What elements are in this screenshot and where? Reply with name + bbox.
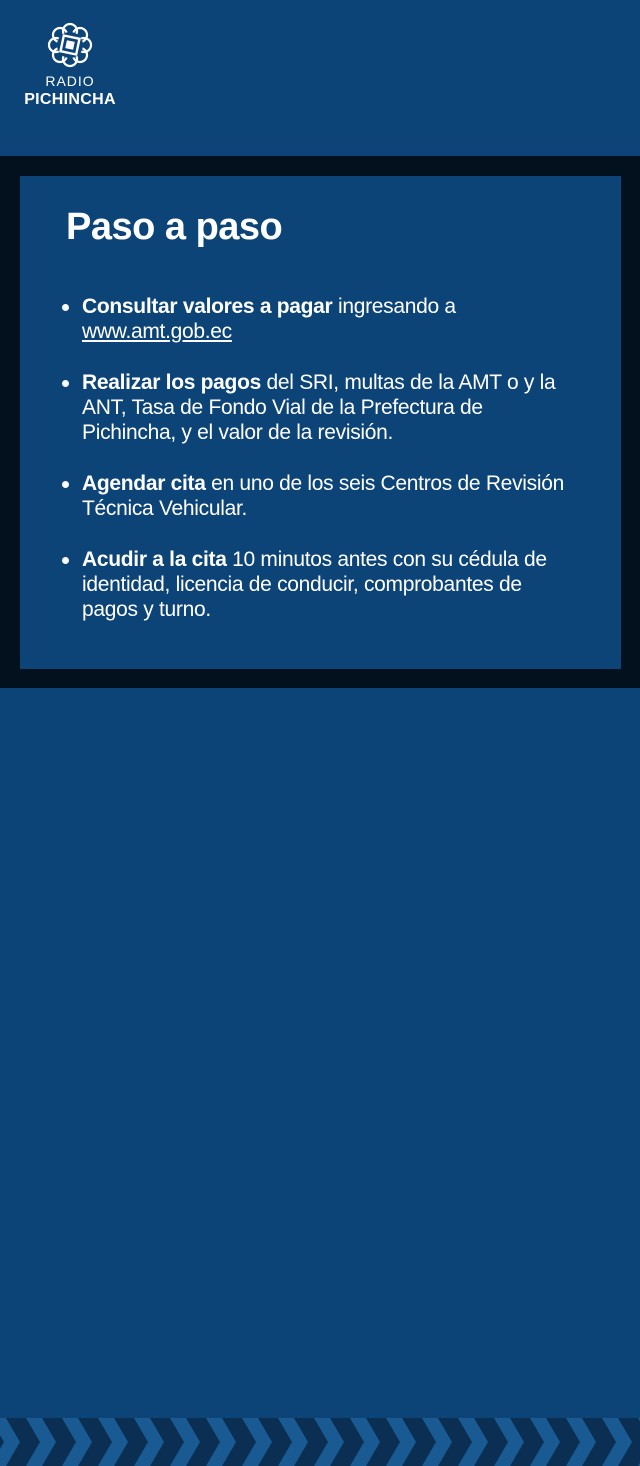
step-text: en uno de los seis Centros de Revisión Técnica Vehicular. <box>82 472 564 520</box>
footer <box>0 688 640 800</box>
step-bold-label: Realizar los pagos <box>82 371 261 394</box>
step-text: 10 minutos antes con su cédula de identidad, licencia de conducir, comprobantes de pagos y turno. <box>82 548 547 621</box>
bullet-dot-icon <box>62 304 69 311</box>
bullet-dot-icon <box>62 380 69 387</box>
logo-radio-text: RADIO <box>45 73 95 89</box>
step-bold-label: Acudir a la cita <box>82 548 227 571</box>
step-bold-label: Agendar cita <box>82 472 206 495</box>
step-bold-label: Consultar valores a pagar <box>82 295 333 318</box>
radio-pichincha-logo[interactable] <box>18 18 122 113</box>
header <box>0 0 640 156</box>
step-item-acudir <box>82 547 582 622</box>
bullet-dot-icon <box>62 481 69 488</box>
steps-panel <box>20 176 621 669</box>
step-item-pagos <box>82 370 582 445</box>
amt-website-link[interactable]: www.amt.gob.ec <box>82 320 232 343</box>
step-item-consultar <box>82 294 582 344</box>
step-text: del SRI, multas de la AMT o y la ANT, Tasa de Fondo Vial de la Prefectura de Pichincha, y el valor de la revisión. <box>82 371 556 444</box>
step-text: ingresando a <box>332 295 456 318</box>
radio-pichincha-emblem-icon <box>43 18 97 72</box>
chevron-band-decoration <box>0 1418 640 1466</box>
bullet-dot-icon <box>62 557 69 564</box>
logo-brand-name: PICHINCHA <box>24 91 116 108</box>
step-item-cita <box>82 471 582 521</box>
steps-list <box>82 294 582 648</box>
page-title: Paso a paso <box>66 206 283 248</box>
